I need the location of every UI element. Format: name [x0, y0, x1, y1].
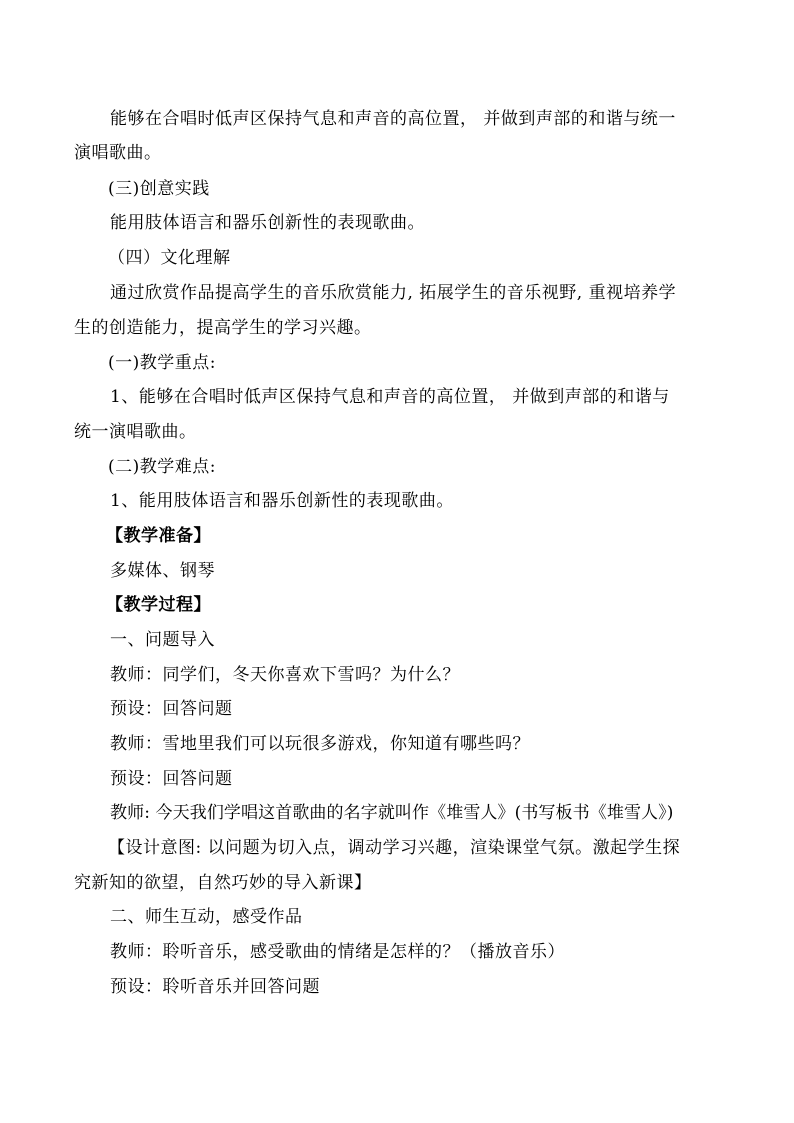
paragraph-line: 预设：聆听音乐并回答问题	[110, 977, 320, 997]
paragraph-line: 生的创造能力，提高学生的学习兴趣。	[74, 318, 372, 338]
paragraph-line: 能够在合唱时低声区保持气息和声音的高位置， 并做到声部的和谐与统一	[110, 109, 676, 129]
paragraph-line: 教师: 今天我们学唱这首歌曲的名字就叫作《堆雪人》(书写板书《堆雪人》)	[110, 803, 674, 823]
section-heading: 一、问题导入	[110, 630, 215, 650]
paragraph-line: 教师：雪地里我们可以玩很多游戏，你知道有哪些吗？	[110, 734, 530, 754]
paragraph-line: 究新知的欲望，自然巧妙的导入新课】	[74, 873, 372, 893]
bold-heading: 【教学过程】	[106, 595, 211, 615]
paragraph-line: 【设计意图: 以问题为切入点，调动学习兴趣，渲染课堂气氛。激起学生探	[108, 838, 681, 858]
section-heading: (三)创意实践	[108, 179, 210, 199]
paragraph-line: 预设：回答问题	[110, 699, 233, 719]
paragraph-line: 通过欣赏作品提高学生的音乐欣赏能力, 拓展学生的音乐视野, 重视培养学	[110, 283, 677, 303]
paragraph-line: 1、能用肢体语言和器乐创新性的表现歌曲。	[110, 491, 454, 511]
paragraph-line: 教师：聆听音乐，感受歌曲的情绪是怎样的？（播放音乐）	[110, 942, 565, 962]
paragraph-line: 多媒体、钢琴	[110, 561, 215, 581]
paragraph-line: 1、能够在合唱时低声区保持气息和声音的高位置， 并做到声部的和谐与	[110, 387, 670, 407]
bold-heading: 【教学准备】	[106, 526, 211, 546]
section-heading: (二)教学难点:	[108, 457, 216, 477]
paragraph-line: 演唱歌曲。	[74, 143, 162, 163]
paragraph-line: 统一演唱歌曲。	[74, 422, 197, 442]
paragraph-line: 预设：回答问题	[110, 769, 233, 789]
section-heading: （四）文化理解	[108, 248, 231, 268]
section-heading: (一)教学重点:	[108, 353, 216, 373]
section-heading: 二、师生互动，感受作品	[110, 907, 303, 927]
paragraph-line: 能用肢体语言和器乐创新性的表现歌曲。	[110, 213, 425, 233]
paragraph-line: 教师：同学们，冬天你喜欢下雪吗？为什么？	[110, 665, 460, 685]
